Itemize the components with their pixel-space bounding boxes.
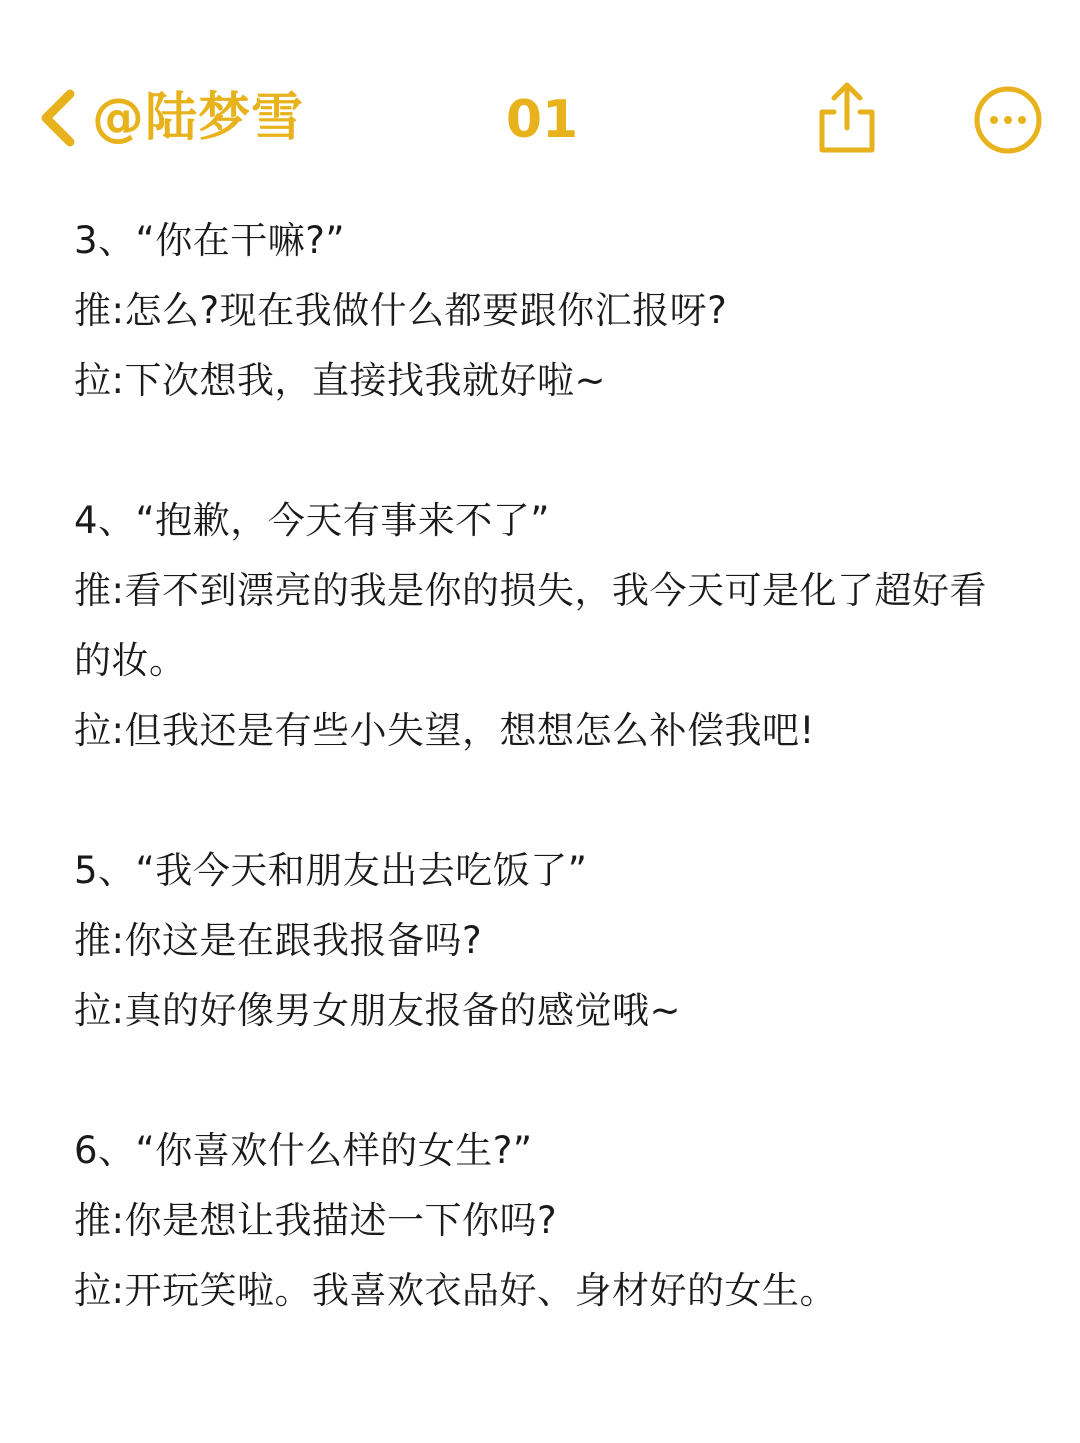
pull-reply: 拉:真的好像男女朋友报备的感觉哦~ <box>74 989 681 1032</box>
question-line: 5、“我今天和朋友出去吃饭了” <box>74 849 588 892</box>
pull-reply: 拉:开玩笑啦。我喜欢衣品好、身材好的女生。 <box>74 1269 837 1312</box>
dialogue-section <box>74 836 1014 1046</box>
dialogue-section <box>74 206 1014 416</box>
dialogue-section <box>74 486 1014 766</box>
chevron-left-icon[interactable] <box>34 86 82 150</box>
account-title[interactable]: @陆梦雪 <box>92 88 305 148</box>
pull-reply: 拉:但我还是有些小失望，想想怎么补偿我吧! <box>74 709 815 752</box>
push-reply: 推:你这是在跟我报备吗? <box>74 919 483 962</box>
question-line: 3、“你在干嘛?” <box>74 219 346 262</box>
pull-reply: 拉:下次想我，直接找我就好啦~ <box>74 359 606 402</box>
push-reply: 推:看不到漂亮的我是你的损失，我今天可是化了超好看的妆。 <box>74 569 987 682</box>
push-reply: 推:怎么?现在我做什么都要跟你汇报呀? <box>74 289 728 332</box>
article-body <box>74 206 1014 1396</box>
share-icon[interactable] <box>814 78 880 158</box>
page-number: 01 <box>505 90 579 150</box>
push-reply: 推:你是想让我描述一下你吗? <box>74 1199 558 1242</box>
top-bar <box>0 0 1080 180</box>
more-horizontal-icon[interactable] <box>972 84 1044 156</box>
dialogue-section <box>74 1116 1014 1326</box>
question-line: 4、“抱歉，今天有事来不了” <box>74 499 550 542</box>
question-line: 6、“你喜欢什么样的女生?” <box>74 1129 533 1172</box>
